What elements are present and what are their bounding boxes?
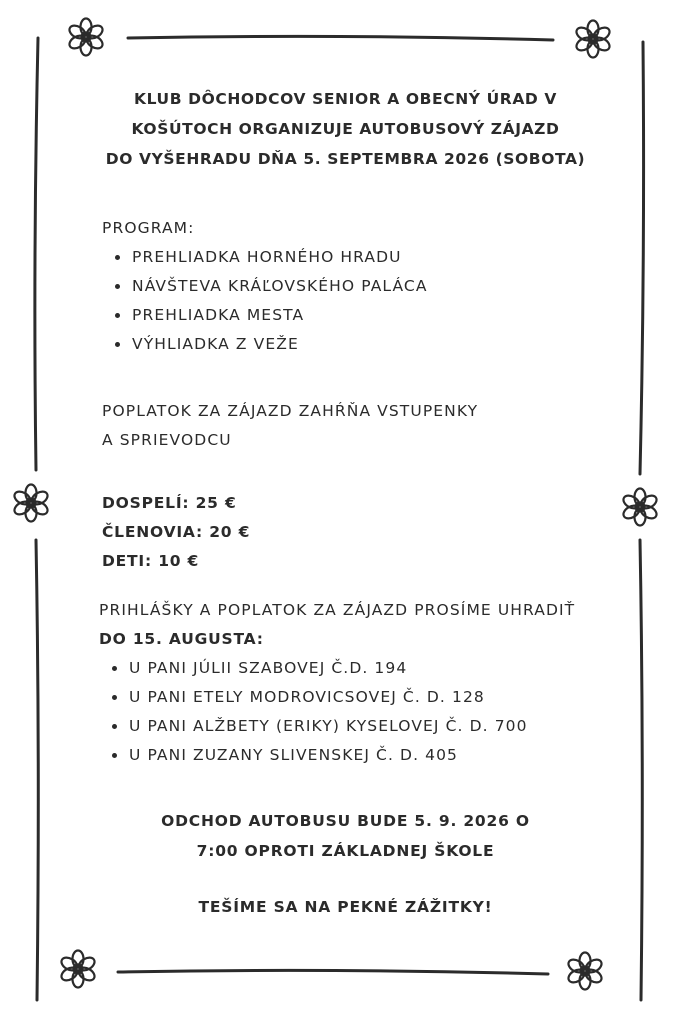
list-item (102, 301, 428, 330)
fee-line-2: A SPRIEVODCU (102, 431, 232, 449)
program-item: VÝHLIADKA Z VEŽE (132, 335, 299, 353)
bullet-icon (112, 695, 117, 700)
border-bottom (118, 970, 548, 974)
list-item (102, 272, 428, 301)
bullet-icon (115, 255, 120, 260)
program-item: PREHLIADKA MESTA (132, 306, 305, 324)
registration-line: PRIHLÁŠKY A POPLATOK ZA ZÁJAZD PROSÍME UHRADIŤ (99, 601, 576, 619)
list-item (99, 712, 575, 741)
list-item (102, 243, 428, 272)
border-top (128, 36, 553, 40)
prices-section (102, 489, 250, 576)
registration-section (99, 596, 575, 770)
contact-item: U PANI ALŽBETY (ERIKY) KYSELOVEJ Č. D. 700 (129, 717, 528, 735)
program-item: NÁVŠTEVA KRÁĽOVSKÉHO PALÁCA (132, 277, 428, 295)
program-section (102, 214, 428, 359)
border-right-lower (640, 540, 642, 1000)
flower-icon (59, 951, 97, 988)
heading-line-2: KOŠÚTOCH ORGANIZUJE AUTOBUSOVÝ ZÁJAZD (131, 120, 560, 138)
price-children: DETI: 10 € (102, 552, 200, 570)
list-item (99, 654, 575, 683)
contact-item: U PANI JÚLII SZABOVEJ Č.D. 194 (129, 659, 408, 677)
flower-icon (621, 489, 659, 526)
list-item (99, 683, 575, 712)
departure-info (0, 806, 691, 866)
bullet-icon (112, 666, 117, 671)
contact-item: U PANI ZUZANY SLIVENSKEJ Č. D. 405 (129, 746, 459, 764)
flower-icon (574, 21, 612, 58)
registration-deadline: DO 15. AUGUSTA: (99, 630, 264, 648)
border-left-lower (36, 540, 38, 1000)
fee-section (102, 397, 478, 455)
program-list (102, 243, 428, 359)
bullet-icon (115, 342, 120, 347)
flower-icon (566, 953, 604, 990)
bullet-icon (112, 753, 117, 758)
price-adults: DOSPELÍ: 25 € (102, 494, 237, 512)
program-label: PROGRAM: (102, 219, 195, 237)
bullet-icon (115, 284, 120, 289)
price-members: ČLENOVIA: 20 € (102, 523, 251, 541)
flyer-heading (0, 84, 691, 174)
program-item: PREHLIADKA HORNÉHO HRADU (132, 248, 402, 266)
heading-line-3: DO VYŠEHRADU DŇA 5. SEPTEMBRA 2026 (SOBOTA) (105, 150, 586, 168)
list-item (99, 741, 575, 770)
bullet-icon (112, 724, 117, 729)
bullet-icon (115, 313, 120, 318)
closing-message: TEŠÍME SA NA PEKNÉ ZÁŽITKY! (198, 898, 493, 916)
flower-icon (67, 19, 105, 56)
flower-icon (12, 485, 50, 522)
list-item (102, 330, 428, 359)
contacts-list (99, 654, 575, 770)
fee-line-1: POPLATOK ZA ZÁJAZD ZAHŔŇA VSTUPENKY (102, 402, 479, 420)
heading-line-1: KLUB DÔCHODCOV SENIOR A OBECNÝ ÚRAD V (133, 90, 557, 108)
departure-line-2: 7:00 OPROTI ZÁKLADNEJ ŠKOLE (196, 842, 495, 860)
departure-line-1: ODCHOD AUTOBUSU BUDE 5. 9. 2026 O (161, 812, 530, 830)
contact-item: U PANI ETELY MODROVICSOVEJ Č. D. 128 (129, 688, 485, 706)
